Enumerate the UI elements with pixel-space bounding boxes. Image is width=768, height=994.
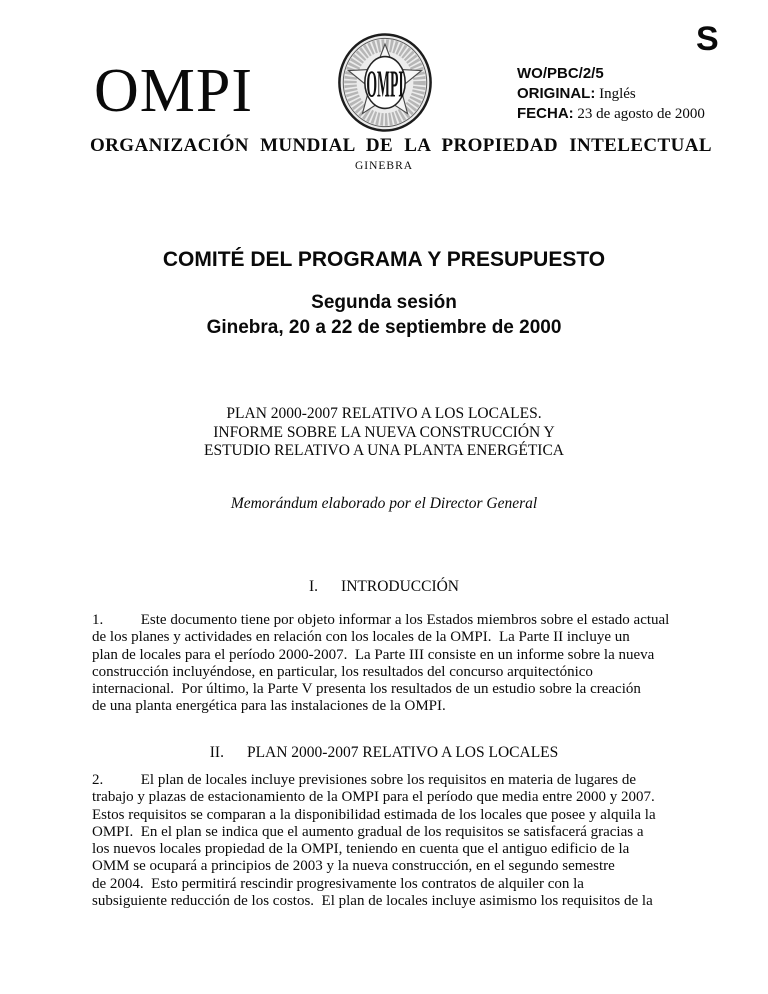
ompi-seal-logo [337,31,433,134]
organization-name: ORGANIZACIÓN MUNDIAL DE LA PROPIEDAD INTELECTUAL [90,135,712,156]
text-line: trabajo y plazas de estacionamiento de la OMPI para el período que media entre 2000 y 2007. [92,789,655,806]
date-label: FECHA: [517,105,574,122]
text-line: ESTUDIO RELATIVO A UNA PLANTA ENERGÉTICA [204,442,564,460]
section-title: PLAN 2000-2007 RELATIVO A LOS LOCALES [246,744,559,761]
text-line: subsiguiente reducción de los costos. El plan de locales incluye asimismo los requisitos de la [92,893,653,910]
original-value: Inglés [599,86,636,102]
text-line: 1. Este documento tiene por objeto informar a los Estados miembros sobre el estado actual [92,612,670,628]
ompi-wordmark: OMPI [94,57,254,125]
date-value: 23 de agosto de 2000 [577,106,705,122]
section-title: INTRODUCCIÓN [341,578,459,595]
byline: Memorándum elaborado por el Director General [230,495,538,512]
organization-city: GINEBRA [354,160,414,172]
text-line: construcción incluyéndose, en particular, los resultados del concurso arquitectónico [92,663,593,680]
text-line: OMPI. En el plan se indica que el aumento gradual de los requisitos se satisfacerá gracias a [92,823,644,840]
committee-title: COMITÉ DEL PROGRAMA Y PRESUPUESTO [162,248,606,271]
original-label: ORIGINAL: [517,85,596,102]
text-line: PLAN 2000-2007 RELATIVO A LOS LOCALES. [226,405,542,422]
venue-dates: Ginebra, 20 a 22 de septiembre de 2000 [206,317,562,338]
text-line: OMM se ocupará a principios de 2003 y la nueva construcción, en el segundo semestre [92,858,615,875]
doc-code-value: WO/PBC/2/5 [517,65,604,82]
section-heading-plan-locales [0,744,768,762]
document-reference-block [517,64,705,124]
section-heading-introduction [0,578,768,596]
text-line: los nuevos locales propiedad de la OMPI, teniendo en cuenta que el antiguo edificio de la [92,841,630,858]
section-number: II. [209,744,224,761]
paragraph-1 [92,612,732,716]
language-code-letter: S [696,20,719,58]
text-line: 2. El plan de locales incluye previsiones sobre los requisitos en materia de lugares de [92,772,637,788]
text-line: de los planes y actividades en relación con los locales de la OMPI. La Parte II incluye un [92,629,630,646]
date-row [517,104,705,124]
text-line: internacional. Por último, la Parte V presenta los resultados de un estudio sobre la creación [92,681,641,698]
doc-code [517,64,705,84]
text-line: plan de locales para el período 2000-2007. La Parte III consiste en un informe sobre la nueva [92,646,655,663]
text-line: INFORME SOBRE LA NUEVA CONSTRUCCIÓN Y [213,423,555,441]
paragraph-2 [92,772,732,910]
original-language-row [517,84,705,104]
section-number: I. [308,578,319,595]
document-subject [0,405,768,461]
text-line: Estos requisitos se comparan a la disponibilidad estimada de los locales que posee y alquila la [92,806,656,823]
session-title: Segunda sesión [311,292,457,313]
text-line: de una planta energética para las instalaciones de la OMPI. [92,698,446,715]
seal-ompi-text: OMPI [366,64,404,106]
text-line: de 2004. Esto permitirá rescindir progresivamente los contratos de alquiler con la [92,875,584,892]
